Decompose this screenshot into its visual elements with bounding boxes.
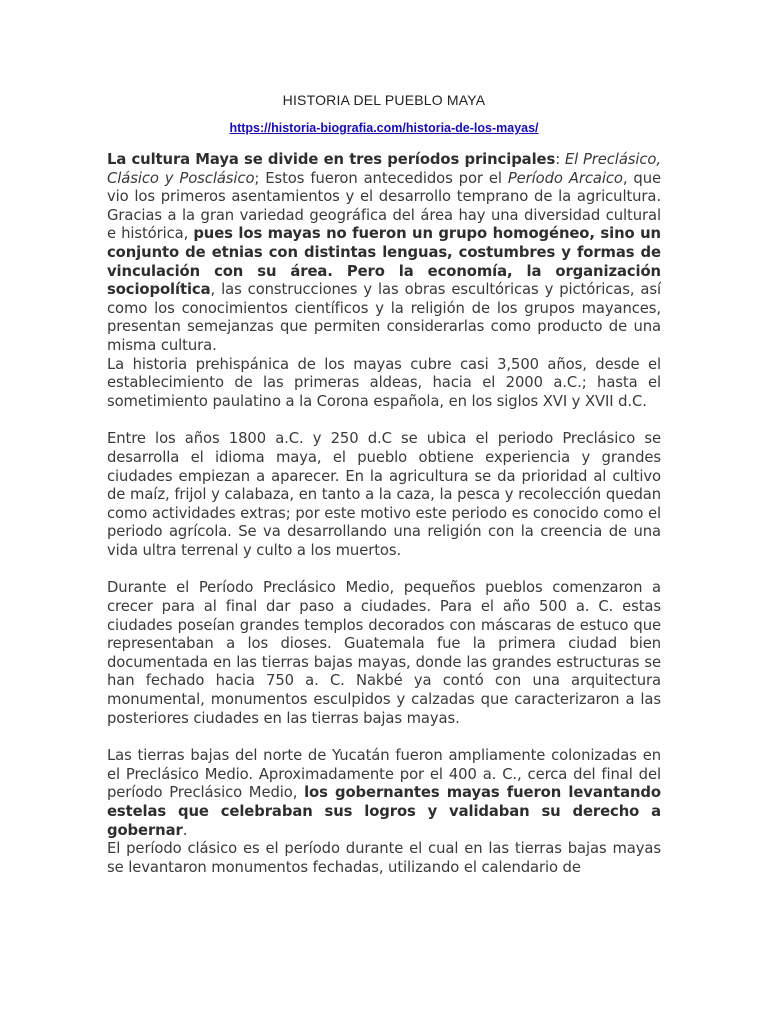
text-run: Entre los años 1800 a.C. y 250 d.C se ubica el periodo Preclásico se desarrolla el idioma maya, el pueblo obtiene experiencia y grandes ciudades empiezan a aparecer. En la agricultura se da prioridad al cultivo de maíz, frijol y calabaza, en tanto a la caza, la pesca y recolección quedan como actividades extras; por este motivo este periodo es conocido como el periodo agrícola. Se va desarrollando una religión con la creencia de una vida ultra terrenal y culto a los muertos. [107, 430, 661, 559]
text-run: los gobernantes mayas fueron levantando estelas que celebraban sus logros y validaban su derecho a gobernar [107, 784, 661, 839]
paragraph-yucatan [107, 747, 661, 840]
paragraph-periods [107, 151, 661, 356]
paragraph-gap [107, 411, 661, 430]
text-run: La historia prehispánica de los mayas cubre casi 3,500 años, desde el establecimiento de las primeras aldeas, hacia el 2000 a.C.; hasta el sometimiento paulatino a la Corona española, en los siglos XVI y XVII d.C. [107, 355, 661, 410]
document-body [107, 151, 661, 877]
text-run: Las tierras bajas del norte de Yucatán fueron ampliamente colonizadas en el Preclásico Medio. Aproximadamente por el 400 a. C., cerca del final del período Preclásico Medio, [107, 747, 661, 802]
paragraph-gap [107, 728, 661, 747]
paragraph-classic-period [107, 840, 661, 877]
text-run: , las construcciones y las obras escultóricas y pictóricas, así como los conocimientos científicos y la religión de los grupos mayances, presentan semejanzas que permiten considerarlas como producto de una misma cultura. [107, 281, 661, 354]
page-title: HISTORIA DEL PUEBLO MAYA [282, 92, 486, 108]
paragraph-preclassic [107, 430, 661, 560]
text-run: Durante el Período Preclásico Medio, pequeños pueblos comenzaron a crecer para al final dar paso a ciudades. Para el año 500 a. C. estas ciudades poseían grandes templos decorados con máscaras de estuco que representaban a los dioses. Guatemala fue la primera ciudad bien documentada en las tierras bajas mayas, donde las grandes estructuras se han fechado hacia 750 a. C. Nakbé ya contó con una arquitectura monumental, monumentos esculpidos y calzadas que caracterizaron a las posteriores ciudades en las tierras bajas mayas. [107, 579, 661, 727]
text-run: . [182, 821, 188, 839]
paragraph-prehispanic-history [107, 356, 661, 412]
text-run: pues los mayas no fueron un grupo homogéneo, sino un conjunto de etnias con distintas lenguas, costumbres y formas de vinculación con su área. Pero la economía, la organización sociopolítica [107, 225, 661, 299]
text-run: El período clásico es el período durante el cual en las tierras bajas mayas se levantaron monumentos fechadas, utilizando el calendario de [107, 840, 661, 876]
paragraph-middle-preclassic [107, 579, 661, 728]
paragraph-gap [107, 560, 661, 579]
source-link[interactable]: https://historia-biografia.com/historia-de-los-mayas/ [229, 121, 539, 135]
text-run: ; Estos fueron antecedidos por el [254, 169, 508, 187]
text-run: La cultura Maya se divide en tres períodos principales [107, 151, 556, 168]
text-run: , que vio los primeros asentamientos y el desarrollo temprano de la agricultura. Gracias a la gran variedad geográfica del área hay una diversidad cultural e histórica, [107, 169, 661, 243]
text-run: : [555, 151, 565, 168]
text-run: Período Arcaico [507, 169, 623, 187]
text-run: El Preclásico, Clásico y Posclásico [107, 151, 661, 187]
